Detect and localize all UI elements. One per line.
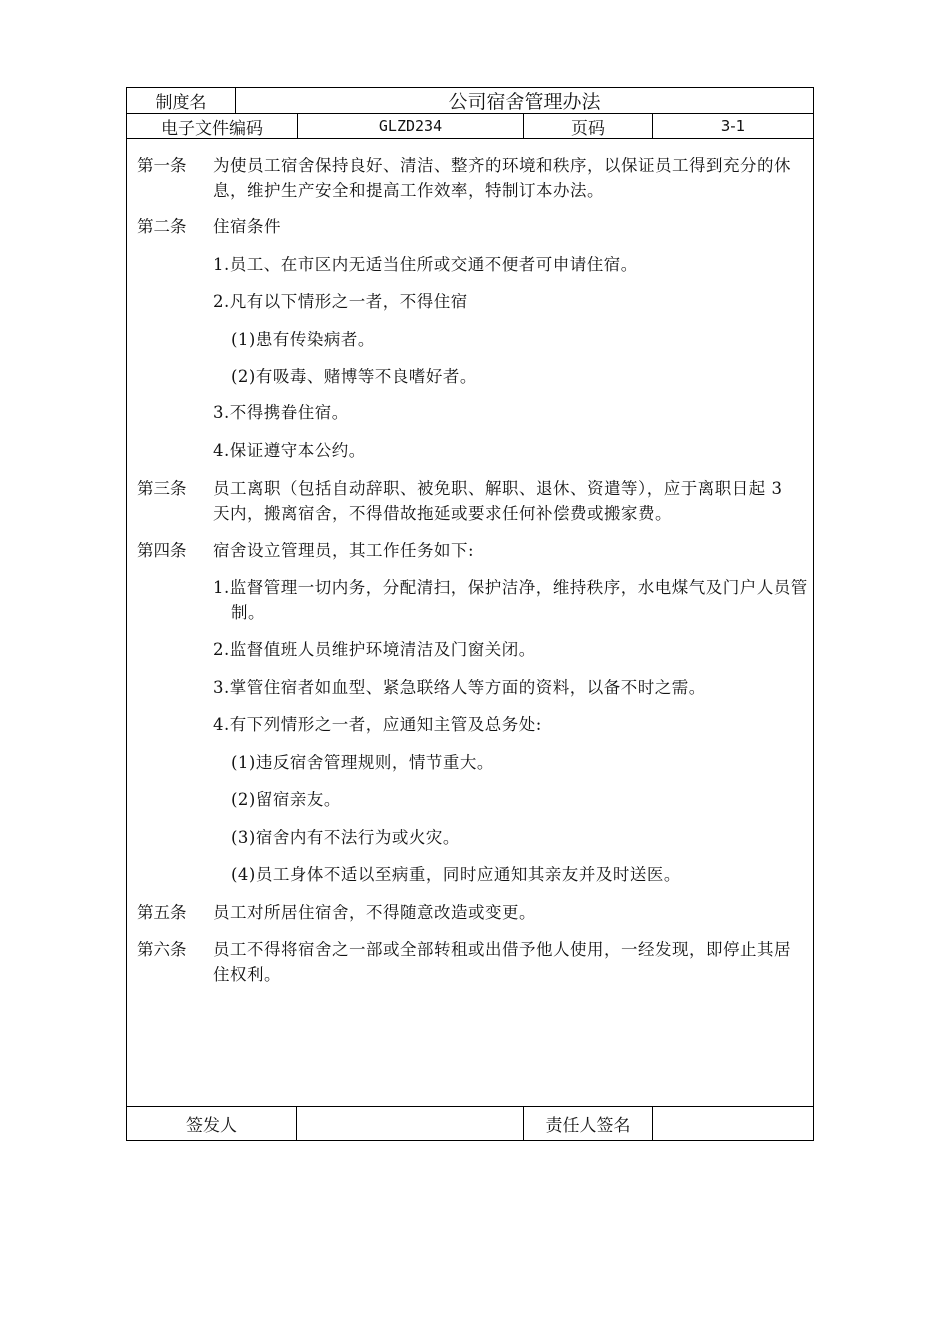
article-number: 第五条	[137, 903, 187, 922]
article-6	[137, 937, 797, 987]
responsible-field[interactable]	[653, 1107, 813, 1140]
article-text: 员工不得将宿舍之一部或全部转租或出借予他人使用，一经发现，即停止其居住权利。	[213, 940, 791, 984]
article-4	[137, 538, 797, 563]
article-text: 员工离职（包括自动辞职、被免职、解职、退休、资遣等），应于离职日起 3 天内，搬离宿舍，不得借故拖延或要求任何补偿费或搬家费。	[213, 479, 783, 523]
page-value: 3-1	[720, 117, 746, 135]
article-1	[137, 153, 797, 203]
article-text: 宿舍设立管理员，其工作任务如下:	[213, 541, 475, 560]
article-number: 第一条	[137, 156, 187, 175]
document-table	[126, 87, 814, 1141]
code-label: 电子文件编码	[127, 114, 298, 138]
sub-list-item: (1)违反宿舍管理规则，情节重大。	[231, 753, 494, 772]
list-item: 1.员工、在市区内无适当住所或交通不便者可申请住宿。	[213, 255, 638, 274]
article-number: 第四条	[137, 541, 187, 560]
sub-list-item: (1)患有传染病者。	[231, 330, 375, 349]
list-item: 1.监督管理一切内务，分配清扫，保护洁净，维持秩序，水电煤气及门户人员管制。	[213, 578, 808, 622]
title-row	[127, 88, 813, 114]
article-text: 为使员工宿舍保持良好、清洁、整齐的环境和秩序，以保证员工得到充分的休息，维护生产安全和提高工作效率，特制订本办法。	[213, 156, 791, 200]
article-number: 第三条	[137, 479, 187, 498]
responsible-label: 责任人签名	[524, 1107, 653, 1140]
article-text: 员工对所居住宿舍，不得随意改造或变更。	[213, 903, 536, 922]
article-5	[137, 900, 797, 925]
document-title: 公司宿舍管理办法	[448, 91, 601, 113]
list-item: 2.凡有以下情形之一者，不得住宿	[213, 292, 468, 311]
sub-list-item: (2)留宿亲友。	[231, 790, 341, 809]
article-text: 住宿条件	[213, 217, 281, 236]
sub-list-item: (3)宿舍内有不法行为或火灾。	[231, 828, 460, 847]
signature-row	[127, 1106, 813, 1140]
list-item: 4.保证遵守本公约。	[213, 441, 366, 460]
article-number: 第六条	[137, 940, 187, 959]
list-item: 4.有下列情形之一者，应通知主管及总务处:	[213, 715, 542, 734]
article-number: 第二条	[137, 217, 187, 236]
signer-field[interactable]	[297, 1107, 524, 1140]
code-value: GLZD234	[298, 114, 524, 138]
meta-row	[127, 114, 813, 139]
article-3	[137, 476, 797, 526]
list-item: 3.掌管住宿者如血型、紧急联络人等方面的资料，以备不时之需。	[213, 678, 706, 697]
sub-list-item: (4)员工身体不适以至病重，同时应通知其亲友并及时送医。	[231, 865, 681, 884]
signer-label: 签发人	[127, 1107, 297, 1140]
document-body	[127, 139, 813, 1106]
article-2	[137, 214, 797, 239]
list-item: 3.不得携眷住宿。	[213, 403, 349, 422]
list-item: 2.监督值班人员维护环境清洁及门窗关闭。	[213, 640, 536, 659]
page-label: 页码	[524, 114, 653, 138]
sub-list-item: (2)有吸毒、赌博等不良嗜好者。	[231, 367, 477, 386]
name-label: 制度名	[127, 88, 236, 113]
